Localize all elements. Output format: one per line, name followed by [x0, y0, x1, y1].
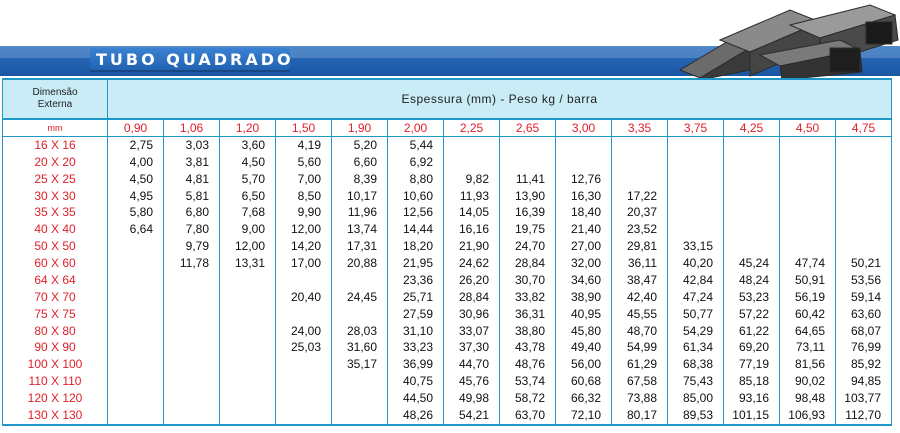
- weight-cell: 90,02: [780, 373, 836, 390]
- weight-cell: [220, 289, 276, 306]
- page-title: TUBO QUADRADO: [96, 50, 294, 69]
- weight-cell: 32,00: [556, 255, 612, 272]
- table-row: [3, 373, 892, 390]
- weight-cell: [276, 306, 332, 323]
- weight-cell: 33,82: [500, 289, 556, 306]
- weight-cell: [220, 306, 276, 323]
- weight-cell: 60,68: [556, 373, 612, 390]
- dimension-label: 25 X 25: [3, 171, 108, 188]
- weight-cell: 21,95: [388, 255, 444, 272]
- weight-cell: [276, 390, 332, 407]
- weight-cell: 50,77: [668, 306, 724, 323]
- weight-cell: 42,84: [668, 272, 724, 289]
- weight-cell: 48,24: [724, 272, 780, 289]
- weight-cell: 18,40: [556, 205, 612, 222]
- weight-cell: [108, 340, 164, 357]
- weight-cell: 16,39: [500, 205, 556, 222]
- weight-cell: [668, 154, 724, 171]
- weight-cell: 5,70: [220, 171, 276, 188]
- weight-cell: [836, 171, 892, 188]
- weight-cell: 72,10: [556, 407, 612, 425]
- table-row: [3, 407, 892, 425]
- weight-cell: 85,92: [836, 356, 892, 373]
- weight-cell: 53,23: [724, 289, 780, 306]
- dimension-label: 90 X 90: [3, 340, 108, 357]
- weight-cell: 85,00: [668, 390, 724, 407]
- weight-cell: [164, 390, 220, 407]
- dimension-label: 70 X 70: [3, 289, 108, 306]
- weight-cell: [836, 205, 892, 222]
- weight-cell: 27,59: [388, 306, 444, 323]
- weight-cell: [220, 272, 276, 289]
- weight-cell: 47,74: [780, 255, 836, 272]
- weight-cell: [668, 171, 724, 188]
- weight-cell: 76,99: [836, 340, 892, 357]
- weight-cell: [780, 154, 836, 171]
- weight-cell: 36,31: [500, 306, 556, 323]
- weight-cell: 25,71: [388, 289, 444, 306]
- weight-cell: [836, 238, 892, 255]
- weight-cell: 6,64: [108, 221, 164, 238]
- weight-cell: [108, 255, 164, 272]
- weight-cell: [108, 356, 164, 373]
- weight-cell: [724, 205, 780, 222]
- weight-cell: [556, 137, 612, 154]
- weight-cell: 45,76: [444, 373, 500, 390]
- weight-cell: [108, 323, 164, 340]
- weight-cell: 4,50: [220, 154, 276, 171]
- weight-cell: 59,14: [836, 289, 892, 306]
- weight-cell: 8,50: [276, 188, 332, 205]
- table-row: [3, 171, 892, 188]
- thickness-value: 1,50: [276, 119, 332, 137]
- weight-cell: [108, 407, 164, 425]
- weight-cell: 106,93: [780, 407, 836, 425]
- weight-cell: 44,50: [388, 390, 444, 407]
- weight-cell: [220, 323, 276, 340]
- weight-cell: 75,43: [668, 373, 724, 390]
- thickness-value: 3,00: [556, 119, 612, 137]
- table-row: [3, 188, 892, 205]
- weight-cell: 26,20: [444, 272, 500, 289]
- weight-cell: [500, 154, 556, 171]
- weight-cell: 6,60: [332, 154, 388, 171]
- weight-cell: 3,81: [164, 154, 220, 171]
- weight-cell: [164, 340, 220, 357]
- weight-cell: 53,56: [836, 272, 892, 289]
- weight-cell: 69,20: [724, 340, 780, 357]
- weight-cell: 7,68: [220, 205, 276, 222]
- weight-cell: 63,60: [836, 306, 892, 323]
- weight-cell: 44,70: [444, 356, 500, 373]
- weight-cell: 93,16: [724, 390, 780, 407]
- dimension-header-line2: Externa: [37, 99, 73, 110]
- thickness-value: 0,90: [108, 119, 164, 137]
- weight-cell: 73,11: [780, 340, 836, 357]
- table-row: [3, 205, 892, 222]
- weight-cell: 12,56: [388, 205, 444, 222]
- weight-cell: [220, 373, 276, 390]
- weight-cell: [724, 154, 780, 171]
- weight-cell: 19,75: [500, 221, 556, 238]
- weight-cell: [164, 306, 220, 323]
- weight-cell: 17,22: [612, 188, 668, 205]
- weight-cell: [836, 137, 892, 154]
- weight-cell: 18,20: [388, 238, 444, 255]
- weight-cell: 31,60: [332, 340, 388, 357]
- thickness-value: 2,25: [444, 119, 500, 137]
- table-row: [3, 238, 892, 255]
- weight-cell: 29,81: [612, 238, 668, 255]
- table-row: [3, 255, 892, 272]
- weight-cell: 61,29: [612, 356, 668, 373]
- weight-cell: 40,20: [668, 255, 724, 272]
- weight-cell: 28,84: [500, 255, 556, 272]
- weight-cell: 12,76: [556, 171, 612, 188]
- weight-cell: 4,95: [108, 188, 164, 205]
- dimension-label: 30 X 30: [3, 188, 108, 205]
- weight-cell: 14,20: [276, 238, 332, 255]
- weight-cell: [108, 289, 164, 306]
- weight-cell: 27,00: [556, 238, 612, 255]
- weight-cell: [276, 272, 332, 289]
- weight-cell: [444, 154, 500, 171]
- weight-cell: 24,62: [444, 255, 500, 272]
- weight-cell: 48,26: [388, 407, 444, 425]
- weight-cell: 9,79: [164, 238, 220, 255]
- table-row: [3, 323, 892, 340]
- weight-cell: [164, 272, 220, 289]
- weight-cell: [668, 221, 724, 238]
- weight-cell: [724, 221, 780, 238]
- dimension-header: [3, 79, 108, 119]
- weight-cell: [220, 340, 276, 357]
- weight-cell: 6,50: [220, 188, 276, 205]
- weight-cell: 43,78: [500, 340, 556, 357]
- dimension-label: 35 X 35: [3, 205, 108, 222]
- weight-cell: 16,16: [444, 221, 500, 238]
- weight-cell: [500, 137, 556, 154]
- weight-cell: 2,75: [108, 137, 164, 154]
- weight-cell: [164, 289, 220, 306]
- weight-cell: 35,17: [332, 356, 388, 373]
- weight-cell: [332, 373, 388, 390]
- weight-cell: 20,88: [332, 255, 388, 272]
- weight-cell: [108, 373, 164, 390]
- weight-cell: 21,40: [556, 221, 612, 238]
- weight-cell: 11,93: [444, 188, 500, 205]
- dimension-label: 50 X 50: [3, 238, 108, 255]
- weight-cell: [276, 356, 332, 373]
- weight-cell: [668, 188, 724, 205]
- weight-cell: 67,58: [612, 373, 668, 390]
- weight-cell: [724, 238, 780, 255]
- weight-cell: 60,42: [780, 306, 836, 323]
- weight-cell: 5,44: [388, 137, 444, 154]
- weight-cell: 33,23: [388, 340, 444, 357]
- weight-cell: 4,81: [164, 171, 220, 188]
- table-row: [3, 390, 892, 407]
- weight-cell: 50,21: [836, 255, 892, 272]
- thickness-value: 4,50: [780, 119, 836, 137]
- weight-cell: [724, 188, 780, 205]
- dimension-label: 16 X 16: [3, 137, 108, 154]
- weight-cell: 80,17: [612, 407, 668, 425]
- weight-cell: 34,60: [556, 272, 612, 289]
- weight-cell: 14,44: [388, 221, 444, 238]
- weight-cell: 66,32: [556, 390, 612, 407]
- weight-cell: 23,52: [612, 221, 668, 238]
- weight-cell: [276, 407, 332, 425]
- weight-cell: 5,80: [108, 205, 164, 222]
- weight-cell: 42,40: [612, 289, 668, 306]
- weight-cell: [220, 356, 276, 373]
- weight-cell: 7,00: [276, 171, 332, 188]
- weight-cell: 6,92: [388, 154, 444, 171]
- weight-cell: 30,70: [500, 272, 556, 289]
- weight-cell: 31,10: [388, 323, 444, 340]
- table-row: [3, 356, 892, 373]
- weight-cell: 9,00: [220, 221, 276, 238]
- weight-cell: 3,03: [164, 137, 220, 154]
- table-row: [3, 221, 892, 238]
- weight-cell: 8,80: [388, 171, 444, 188]
- dimension-label: 40 X 40: [3, 221, 108, 238]
- table-row: [3, 272, 892, 289]
- weight-cell: 20,40: [276, 289, 332, 306]
- weight-cell: 68,07: [836, 323, 892, 340]
- weight-cell: 20,37: [612, 205, 668, 222]
- weight-cell: [668, 137, 724, 154]
- weight-cell: 12,00: [220, 238, 276, 255]
- weight-cell: 7,80: [164, 221, 220, 238]
- weight-cell: 10,60: [388, 188, 444, 205]
- weight-cell: [108, 306, 164, 323]
- weight-cell: [164, 356, 220, 373]
- weight-cell: 4,00: [108, 154, 164, 171]
- weight-cell: 98,48: [780, 390, 836, 407]
- weight-cell: 5,81: [164, 188, 220, 205]
- weight-cell: 36,11: [612, 255, 668, 272]
- unit-label: mm: [3, 119, 108, 137]
- weight-cell: 24,00: [276, 323, 332, 340]
- weight-cell: 45,24: [724, 255, 780, 272]
- weight-cell: 73,88: [612, 390, 668, 407]
- dimension-label: 100 X 100: [3, 356, 108, 373]
- weight-cell: [332, 306, 388, 323]
- weight-cell: [780, 205, 836, 222]
- weight-cell: 11,78: [164, 255, 220, 272]
- weight-cell: 40,75: [388, 373, 444, 390]
- weight-cell: 81,56: [780, 356, 836, 373]
- dimension-label: 130 X 130: [3, 407, 108, 425]
- weight-cell: 33,07: [444, 323, 500, 340]
- weight-cell: 45,55: [612, 306, 668, 323]
- weight-table: [2, 78, 892, 426]
- weight-cell: 28,84: [444, 289, 500, 306]
- weight-cell: 14,05: [444, 205, 500, 222]
- weight-cell: 6,80: [164, 205, 220, 222]
- weight-cell: 38,47: [612, 272, 668, 289]
- weight-cell: 25,03: [276, 340, 332, 357]
- weight-cell: 48,76: [500, 356, 556, 373]
- weight-cell: 94,85: [836, 373, 892, 390]
- weight-cell: 17,31: [332, 238, 388, 255]
- weight-cell: [108, 238, 164, 255]
- weight-cell: 103,77: [836, 390, 892, 407]
- weight-cell: 38,80: [500, 323, 556, 340]
- weight-cell: [220, 390, 276, 407]
- weight-cell: 24,70: [500, 238, 556, 255]
- weight-cell: 9,82: [444, 171, 500, 188]
- weight-cell: [276, 373, 332, 390]
- weight-cell: 85,18: [724, 373, 780, 390]
- weight-cell: 61,34: [668, 340, 724, 357]
- weight-cell: 33,15: [668, 238, 724, 255]
- weight-cell: 38,90: [556, 289, 612, 306]
- weight-cell: [332, 272, 388, 289]
- weight-cell: 49,98: [444, 390, 500, 407]
- weight-cell: [164, 407, 220, 425]
- weight-cell: 58,72: [500, 390, 556, 407]
- table-row: [3, 289, 892, 306]
- weight-cell: 21,90: [444, 238, 500, 255]
- weight-cell: [724, 137, 780, 154]
- table-row: [3, 340, 892, 357]
- weight-cell: 11,41: [500, 171, 556, 188]
- table-row: [3, 137, 892, 154]
- weight-cell: [668, 205, 724, 222]
- weight-cell: 37,30: [444, 340, 500, 357]
- weight-cell: 68,38: [668, 356, 724, 373]
- weight-cell: 54,29: [668, 323, 724, 340]
- dimension-label: 120 X 120: [3, 390, 108, 407]
- dimension-header-line1: Dimensão: [32, 87, 78, 98]
- weight-cell: 8,39: [332, 171, 388, 188]
- weight-cell: [780, 171, 836, 188]
- weight-cell: [556, 154, 612, 171]
- weight-cell: [836, 188, 892, 205]
- weight-cell: [780, 221, 836, 238]
- weight-cell: 61,22: [724, 323, 780, 340]
- weight-cell: [164, 323, 220, 340]
- table-row: [3, 154, 892, 171]
- weight-cell: 56,19: [780, 289, 836, 306]
- weight-cell: 4,50: [108, 171, 164, 188]
- weight-cell: [612, 154, 668, 171]
- weight-cell: 13,74: [332, 221, 388, 238]
- weight-cell: 16,30: [556, 188, 612, 205]
- weight-cell: [836, 154, 892, 171]
- weight-cell: 48,70: [612, 323, 668, 340]
- thickness-value: 1,90: [332, 119, 388, 137]
- weight-cell: 12,00: [276, 221, 332, 238]
- weight-cell: 45,80: [556, 323, 612, 340]
- thickness-value: 3,75: [668, 119, 724, 137]
- weight-cell: [780, 137, 836, 154]
- weight-cell: [612, 171, 668, 188]
- thickness-value: 4,25: [724, 119, 780, 137]
- dimension-label: 75 X 75: [3, 306, 108, 323]
- weight-cell: 13,90: [500, 188, 556, 205]
- weight-cell: [724, 171, 780, 188]
- dimension-label: 20 X 20: [3, 154, 108, 171]
- weight-cell: 10,17: [332, 188, 388, 205]
- weight-cell: [612, 137, 668, 154]
- weight-cell: 5,60: [276, 154, 332, 171]
- thickness-value: 1,20: [220, 119, 276, 137]
- table-row: [3, 306, 892, 323]
- weight-cell: [108, 390, 164, 407]
- weight-cell: 101,15: [724, 407, 780, 425]
- weight-cell: 5,20: [332, 137, 388, 154]
- thickness-value: 2,00: [388, 119, 444, 137]
- weight-cell: 57,22: [724, 306, 780, 323]
- weight-cell: 40,95: [556, 306, 612, 323]
- weight-cell: [164, 373, 220, 390]
- weight-cell: [332, 407, 388, 425]
- weight-cell: [444, 137, 500, 154]
- thickness-value: 4,75: [836, 119, 892, 137]
- weight-cell: 49,40: [556, 340, 612, 357]
- dimension-label: 80 X 80: [3, 323, 108, 340]
- thickness-value: 1,06: [164, 119, 220, 137]
- weight-cell: 56,00: [556, 356, 612, 373]
- weight-cell: 28,03: [332, 323, 388, 340]
- dimension-label: 110 X 110: [3, 373, 108, 390]
- weight-cell: [220, 407, 276, 425]
- thickness-value: 2,65: [500, 119, 556, 137]
- weight-cell: 4,19: [276, 137, 332, 154]
- weight-cell: 77,19: [724, 356, 780, 373]
- weight-cell: 9,90: [276, 205, 332, 222]
- dimension-label: 64 X 64: [3, 272, 108, 289]
- weight-cell: 13,31: [220, 255, 276, 272]
- weight-cell: 30,96: [444, 306, 500, 323]
- weight-cell: 64,65: [780, 323, 836, 340]
- weight-cell: [108, 272, 164, 289]
- weight-cell: 47,24: [668, 289, 724, 306]
- weight-cell: 3,60: [220, 137, 276, 154]
- weight-cell: 11,96: [332, 205, 388, 222]
- square-tubes-image: [670, 0, 900, 80]
- weight-cell: 23,36: [388, 272, 444, 289]
- weight-cell: 17,00: [276, 255, 332, 272]
- thickness-header: Espessura (mm) - Peso kg / barra: [108, 79, 892, 119]
- weight-cell: 89,53: [668, 407, 724, 425]
- weight-cell: 53,74: [500, 373, 556, 390]
- thickness-value: 3,35: [612, 119, 668, 137]
- weight-cell: 36,99: [388, 356, 444, 373]
- weight-cell: 112,70: [836, 407, 892, 425]
- weight-cell: 50,91: [780, 272, 836, 289]
- weight-cell: [836, 221, 892, 238]
- weight-cell: 24,45: [332, 289, 388, 306]
- weight-cell: 54,99: [612, 340, 668, 357]
- weight-cell: [332, 390, 388, 407]
- dimension-label: 60 X 60: [3, 255, 108, 272]
- weight-cell: 63,70: [500, 407, 556, 425]
- weight-cell: [780, 238, 836, 255]
- weight-cell: [780, 188, 836, 205]
- weight-cell: 54,21: [444, 407, 500, 425]
